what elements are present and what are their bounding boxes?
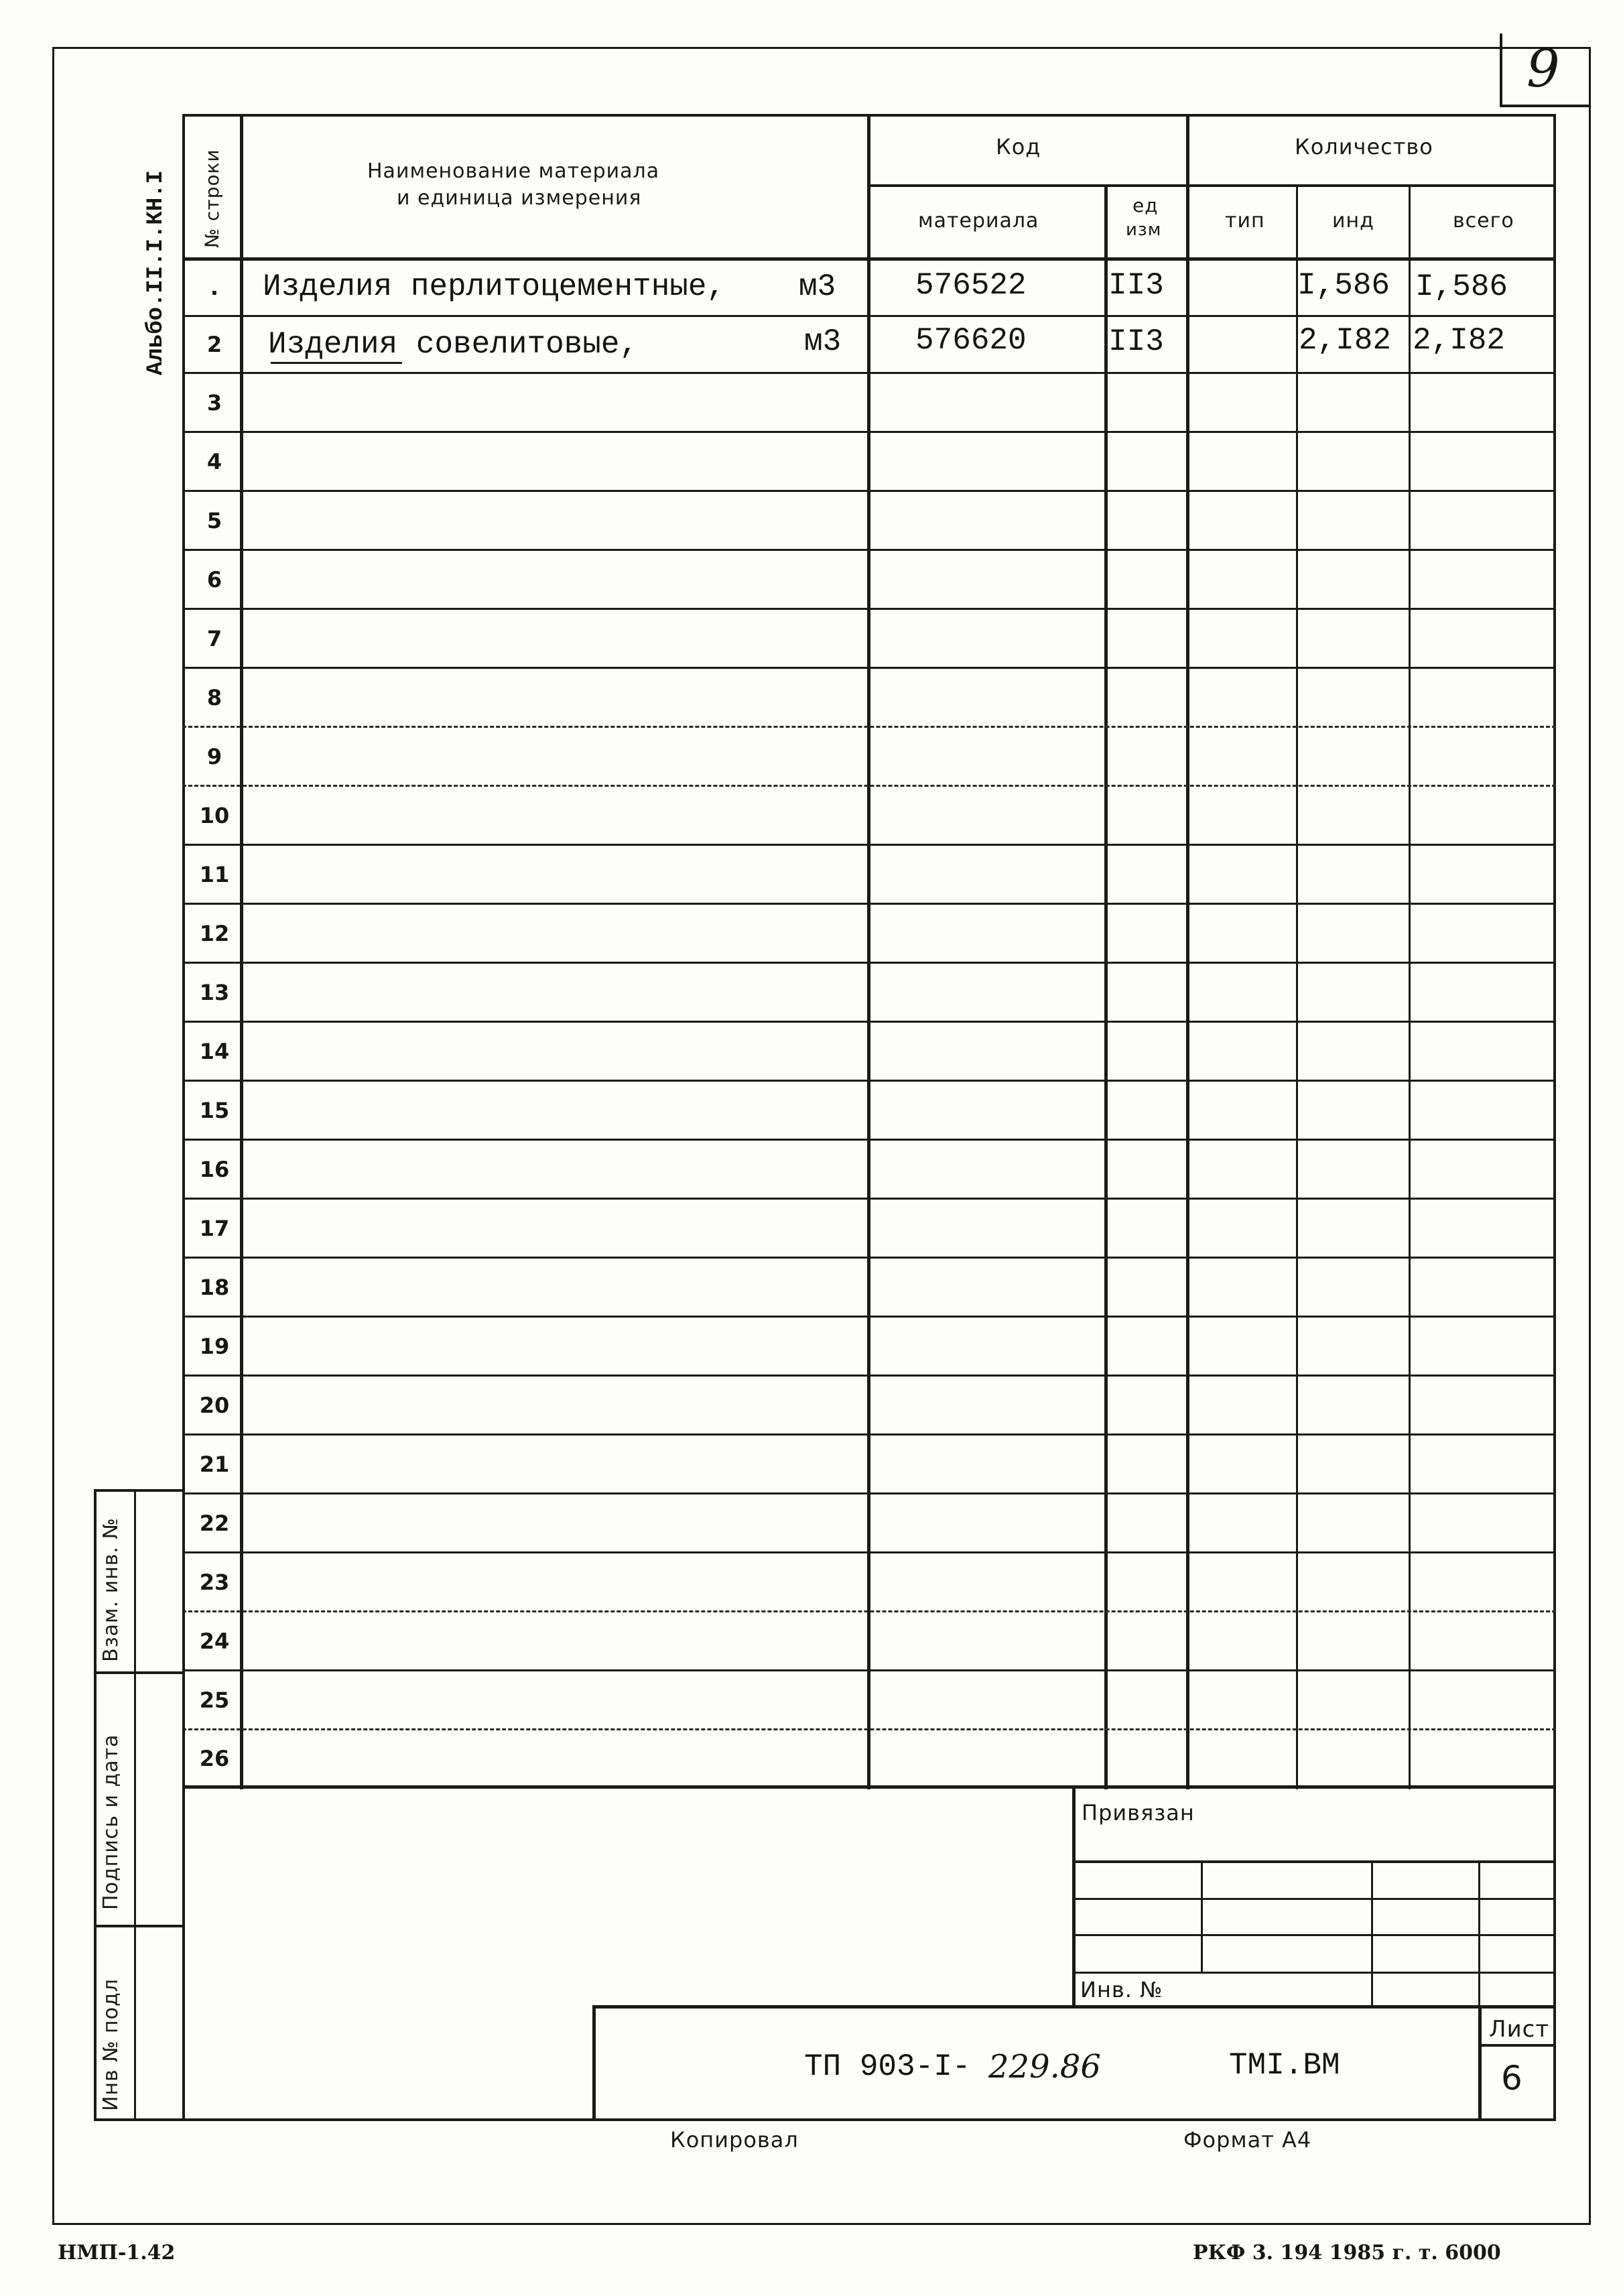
row-line	[182, 667, 1556, 669]
row-line	[182, 549, 1556, 551]
bottom-right-code: РКФ 3. 194 1985 г. т. 6000	[1193, 2241, 1501, 2265]
row-number: 25	[199, 1687, 230, 1713]
row-line	[182, 1728, 1556, 1730]
row-line	[182, 1021, 1556, 1023]
row-line	[182, 726, 1556, 728]
row-number: 11	[199, 862, 230, 887]
row-number: 8	[206, 685, 222, 710]
row-line	[182, 372, 1556, 374]
row1-qty-ind: I,586	[1297, 268, 1390, 303]
attached-line	[1072, 1860, 1556, 1863]
attached-col	[1478, 1860, 1480, 2006]
col-line-material	[1104, 184, 1108, 1789]
col-line-unit	[1186, 114, 1189, 1789]
sheet-number: 6	[1501, 2059, 1522, 2098]
row1-qty-total: I,586	[1415, 269, 1508, 304]
row1-material-name: Изделия перлитоцементные,	[263, 269, 726, 304]
attached-col	[1201, 1860, 1203, 1972]
col-line-ind	[1409, 184, 1411, 1789]
attached-label: Привязан	[1082, 1800, 1195, 1826]
attached-line	[1072, 1972, 1556, 1974]
row-number: 19	[199, 1334, 230, 1359]
row-line	[182, 1139, 1556, 1141]
row2-material-name: Изделия совелитовые,	[268, 327, 639, 362]
row2-name-underline	[271, 362, 402, 364]
title-block-sheet-col	[1478, 2005, 1482, 2121]
row-line	[182, 1492, 1556, 1494]
col-line-type	[1296, 184, 1298, 1789]
row-number: 9	[206, 744, 222, 769]
doc-code-prefix: ТП 903-I-	[804, 2049, 971, 2084]
swap-inv-label: Взам. инв. №	[99, 1517, 123, 1662]
row-line	[182, 1669, 1556, 1671]
title-block-sheet-line	[1478, 2044, 1556, 2047]
row-line	[182, 1198, 1556, 1200]
orig-inv-label: Инв № подл	[99, 1978, 123, 2111]
row1-unit: м3	[799, 269, 836, 304]
sheet-label: Лист	[1489, 2016, 1550, 2043]
row-line	[182, 844, 1556, 846]
side-stamp-line	[94, 1671, 185, 1674]
row-line	[182, 1316, 1556, 1318]
bottom-left-code: НМП-1.42	[58, 2241, 176, 2265]
row2-material-code: 576620	[915, 323, 1027, 358]
row-number: 26	[199, 1746, 230, 1771]
row-number: 4	[206, 449, 222, 474]
side-stamp-divider	[134, 1489, 136, 2121]
row-number: 17	[199, 1216, 230, 1241]
row-number: .	[210, 275, 219, 300]
doc-code-handwritten: 229.86	[988, 2048, 1101, 2086]
col-line-rowno	[240, 114, 243, 1789]
corner-sheet-number: 9	[1527, 39, 1560, 99]
col-line-name	[867, 114, 870, 1789]
header-mid-line	[868, 184, 1556, 187]
row-line	[182, 1257, 1556, 1259]
row-line	[182, 1433, 1556, 1436]
row2-unit: м3	[804, 324, 842, 359]
row-number: 24	[199, 1629, 230, 1654]
name-header-line1: Наименование материала	[367, 160, 660, 183]
row2-qty-ind: 2,I82	[1299, 323, 1392, 358]
row-line	[182, 431, 1556, 433]
row-number: 3	[206, 390, 222, 416]
row-line	[182, 903, 1556, 905]
qty-ind-header: инд	[1332, 209, 1374, 233]
row-line	[182, 1080, 1556, 1082]
unit-code-header-line1: ед	[1132, 194, 1159, 216]
row-line	[182, 608, 1556, 610]
row-line	[182, 490, 1556, 492]
row-number: 20	[199, 1393, 230, 1418]
material-code-header: материала	[918, 209, 1039, 233]
row-number: 18	[199, 1275, 230, 1300]
row2-unit-code: II3	[1108, 324, 1164, 359]
album-marker: Альбо.II.I.КН.I	[143, 170, 169, 375]
row-line	[182, 1551, 1556, 1553]
row-number: 21	[199, 1452, 230, 1477]
row-line	[182, 315, 1556, 317]
format-label: Формат А4	[1183, 2127, 1312, 2153]
row1-unit-code: II3	[1108, 268, 1164, 303]
row-line	[182, 785, 1556, 787]
name-header-line2: и единица измерения	[397, 186, 642, 210]
row-number: 10	[199, 803, 230, 828]
row-number: 15	[199, 1098, 230, 1123]
row-number: 14	[199, 1039, 230, 1064]
row-number-header: № строки	[201, 149, 223, 248]
sign-date-label: Подпись и дата	[99, 1734, 123, 1910]
row-number: 22	[199, 1511, 230, 1536]
attached-line	[1072, 1934, 1556, 1936]
row-line	[182, 1375, 1556, 1377]
side-stamp-line	[94, 1925, 185, 1927]
row-number: 16	[199, 1157, 230, 1182]
qty-type-header: тип	[1225, 209, 1265, 233]
qty-group-header: Количество	[1295, 134, 1433, 160]
row-number: 2	[206, 332, 222, 357]
code-group-header: Код	[996, 134, 1041, 160]
row-number: 7	[206, 626, 222, 651]
row2-qty-total: 2,I82	[1413, 323, 1506, 358]
attached-col	[1371, 1860, 1373, 2006]
row-number: 6	[206, 567, 222, 592]
unit-code-header-line2: изм	[1126, 220, 1162, 240]
attached-line	[1072, 1898, 1556, 1900]
doc-mark: ТМI.ВМ	[1229, 2048, 1340, 2083]
row1-material-code: 576522	[915, 268, 1027, 303]
copied-label: Копировал	[670, 2127, 799, 2153]
row-number: 12	[199, 921, 230, 946]
row-number: 13	[199, 980, 230, 1005]
row-number: 23	[199, 1570, 230, 1595]
row-number: 5	[206, 508, 222, 533]
row-line	[182, 962, 1556, 964]
qty-total-header: всего	[1453, 209, 1514, 233]
inv-no-label: Инв. №	[1080, 1977, 1163, 2002]
row-line	[182, 1610, 1556, 1612]
